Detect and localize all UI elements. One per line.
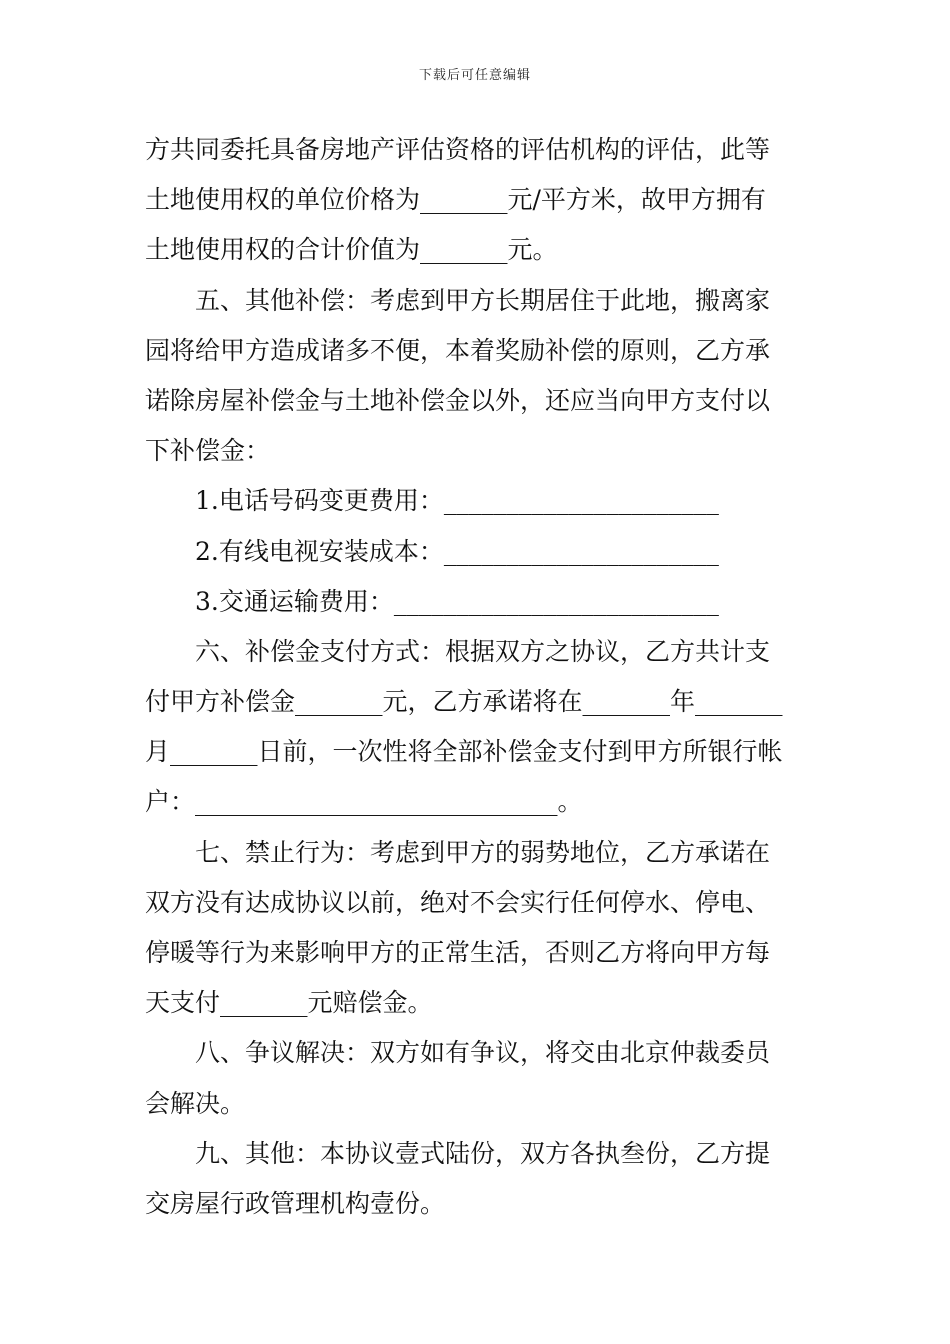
paragraph-line: 月_______日前，一次性将全部补偿金支付到甲方所银行帐 [145,737,783,767]
clause-7-start: 七、禁止行为：考虑到甲方的弱势地位，乙方承诺在 [195,837,771,867]
clause-9-start: 九、其他：本协议壹式陆份，双方各执叁份，乙方提 [195,1138,771,1168]
list-item-phone-fee: 1.电话号码变更费用：______________________ [195,486,719,516]
paragraph-line: 停暖等行为来影响甲方的正常生活，否则乙方将向甲方每 [145,938,771,967]
paragraph-line: 付甲方补偿金_______元，乙方承诺将在_______年_______ [145,687,783,717]
list-item-transport-fee: 3.交通运输费用：__________________________ [195,586,719,616]
document-body [145,125,810,1229]
paragraph-line: 交房屋行政管理机构壹份。 [145,1188,446,1218]
paragraph-line: 双方没有达成协议以前，绝对不会实行任何停水、停电、 [145,887,771,917]
paragraph-line: 土地使用权的合计价值为_______元。 [145,235,558,265]
paragraph-line: 会解决。 [145,1088,246,1118]
clause-5-start: 五、其他补偿：考虑到甲方长期居住于此地，搬离家 [195,285,771,315]
paragraph-line: 园将给甲方造成诸多不便，本着奖励补偿的原则，乙方承 [145,335,771,365]
page-header: 下载后可任意编辑 [418,68,531,83]
paragraph-line: 天支付_______元赔偿金。 [145,988,433,1018]
paragraph-line: 下补偿金： [145,436,271,466]
paragraph-line: 土地使用权的单位价格为_______元/平方米，故甲方拥有 [145,185,766,215]
paragraph-line: 户：_____________________________。 [145,787,583,817]
clause-6-start: 六、补偿金支付方式：根据双方之协议，乙方共计支 [195,636,771,666]
clause-8-start: 八、争议解决：双方如有争议，将交由北京仲裁委员 [195,1038,771,1068]
paragraph-line: 方共同委托具备房地产评估资格的评估机构的评估，此等 [145,135,771,164]
list-item-cable-tv-cost: 2.有线电视安装成本：______________________ [195,536,719,566]
paragraph-line: 诺除房屋补偿金与土地补偿金以外，还应当向甲方支付以 [145,385,771,415]
